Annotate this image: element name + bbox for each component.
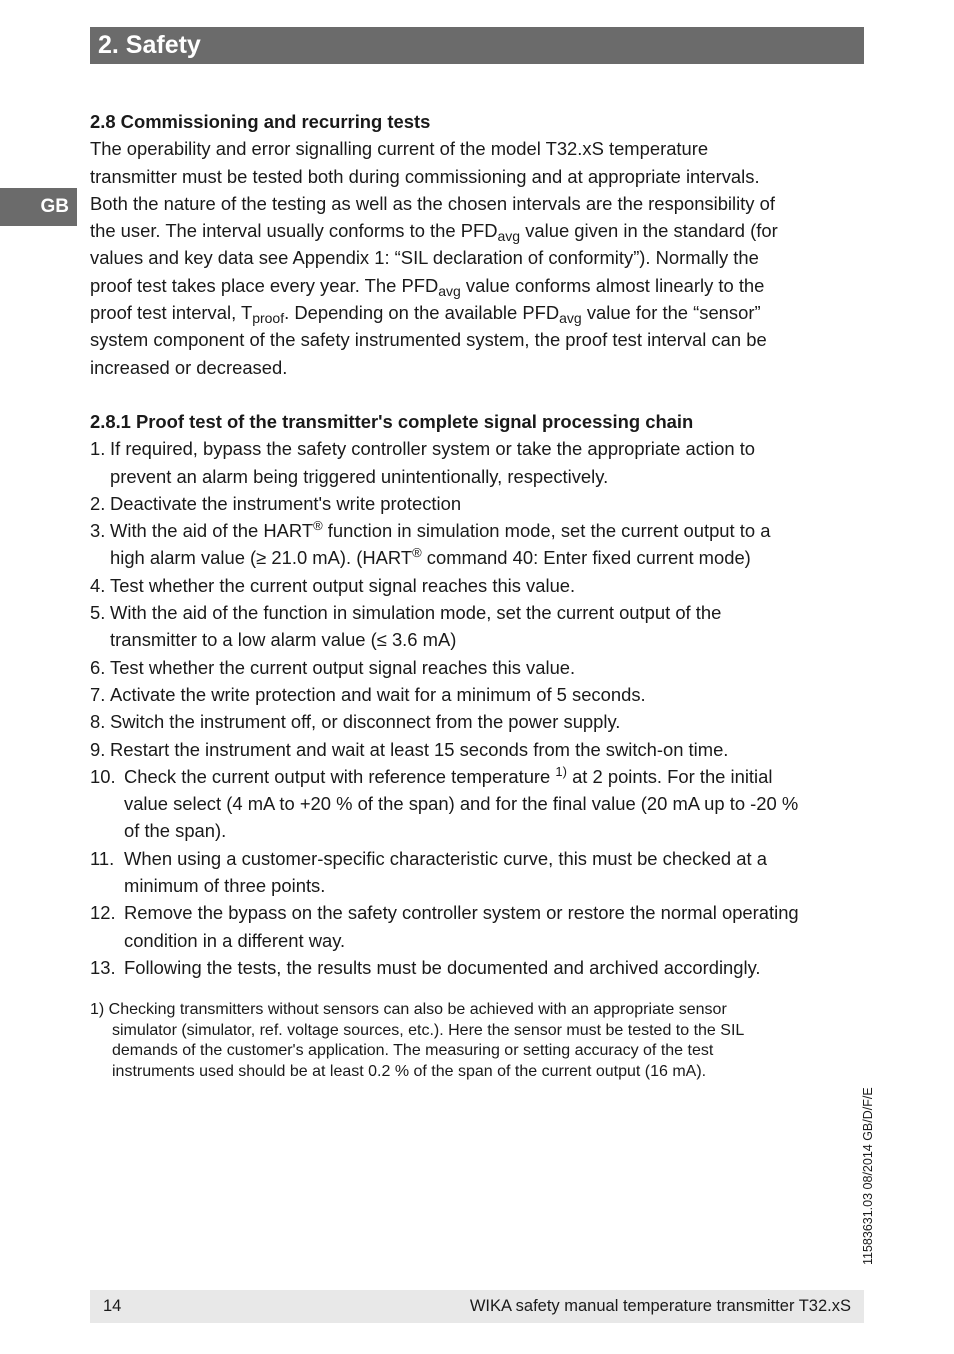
section-heading: 2.8 Commissioning and recurring tests bbox=[90, 111, 431, 132]
list-item: 6. Test whether the current output signal reaches this value. bbox=[90, 656, 576, 678]
paragraph-line: The operability and error signalling current of the model T32.xS temperature bbox=[90, 138, 709, 160]
main-content bbox=[90, 108, 868, 1083]
section-title: 2. Safety bbox=[98, 31, 201, 59]
footnote-line: 1) Checking transmitters without sensors can also be achieved with an appropriate sensor bbox=[90, 1001, 727, 1019]
footer-bar bbox=[90, 1290, 864, 1323]
language-tab: GB bbox=[0, 188, 77, 226]
footnote-ref: 1) bbox=[555, 763, 567, 779]
list-item: 5. With the aid of the function in simulation mode, set the current output of the transmitter to a low alarm value (≤ 3.6 mA) bbox=[90, 602, 722, 651]
header-bar bbox=[90, 27, 864, 64]
paragraph-line: transmitter must be tested both during commissioning and at appropriate intervals. bbox=[90, 165, 760, 187]
list-item: 7. Activate the write protection and wait for a minimum of 5 seconds. bbox=[90, 683, 646, 705]
document-code: 11583631.03 08/2014 GB/D/F/E bbox=[861, 1087, 875, 1265]
list-item: 11. When using a customer-specific characteristic curve, this must be checked at a minimum of three points. bbox=[90, 847, 767, 897]
paragraph-line: values and key data see Appendix 1: “SIL declaration of conformity”). Normally the bbox=[90, 247, 759, 269]
paragraph-line: system component of the safety instrumented system, the proof test interval can be bbox=[90, 329, 767, 351]
paragraph-line: increased or decreased. bbox=[90, 356, 288, 378]
list-item: 3. With the aid of the HART® function in simulation mode, set the current output to a high alarm value (≥ 21.0 mA). (HART® command 40: Enter fixed current mode) bbox=[90, 518, 771, 569]
proof-test-steps bbox=[90, 435, 868, 981]
list-item: 8. Switch the instrument off, or disconnect from the power supply. bbox=[90, 711, 621, 733]
list-item: 4. Test whether the current output signal reaches this value. bbox=[90, 574, 576, 596]
footnote-line: instruments used should be at least 0.2 % of the span of the current output (16 mA). bbox=[112, 1062, 707, 1080]
list-item: 9. Restart the instrument and wait at least 15 seconds from the switch-on time. bbox=[90, 738, 729, 760]
subsection-heading: 2.8.1 Proof test of the transmitter's complete signal processing chain bbox=[90, 410, 694, 432]
paragraph-line: proof test interval, $T_{proof}$. Depending on the available $PFD_{avg}$ value for the “sensor” bbox=[90, 302, 761, 327]
list-item: 10. Check the current output with reference temperature $^{1)}$ at 2 points. For the initial value select (4 mA to +20 % of the span) and for the final value (20 mA up to -20 % of the span). bbox=[90, 763, 799, 842]
list-item: 1. If required, bypass the safety controller system or take the appropriate action to prevent an alarm being triggered unintentionally, respectively. bbox=[90, 438, 756, 487]
list-item: 13. Following the tests, the results must be documented and archived accordingly. bbox=[90, 956, 761, 978]
list-item: 2. Deactivate the instrument's write protection bbox=[90, 492, 462, 514]
paragraph-line: proof test takes place every year. The $PFD_{avg}$ value conforms almost linearly to the bbox=[90, 274, 765, 299]
footnote bbox=[90, 1000, 868, 1082]
footnote-line: demands of the customer's application. The measuring or setting accuracy of the test bbox=[112, 1042, 714, 1060]
paragraph-line: the user. The interval usually conforms to the $PFD_{avg}$ value given in the standard (for bbox=[90, 220, 778, 245]
list-item: 12. Remove the bypass on the safety controller system or restore the normal operating condition in a different way. bbox=[90, 902, 799, 951]
paragraph-line: Both the nature of the testing as well as the chosen intervals are the responsibility of bbox=[90, 192, 775, 214]
footer-title: WIKA safety manual temperature transmitter T32.xS bbox=[469, 1297, 851, 1315]
section-paragraph bbox=[90, 135, 868, 381]
footnote-line: simulator (simulator, ref. voltage sources, etc.). Here the sensor must be tested to the SIL bbox=[112, 1021, 745, 1039]
page-number: 14 bbox=[103, 1297, 122, 1315]
